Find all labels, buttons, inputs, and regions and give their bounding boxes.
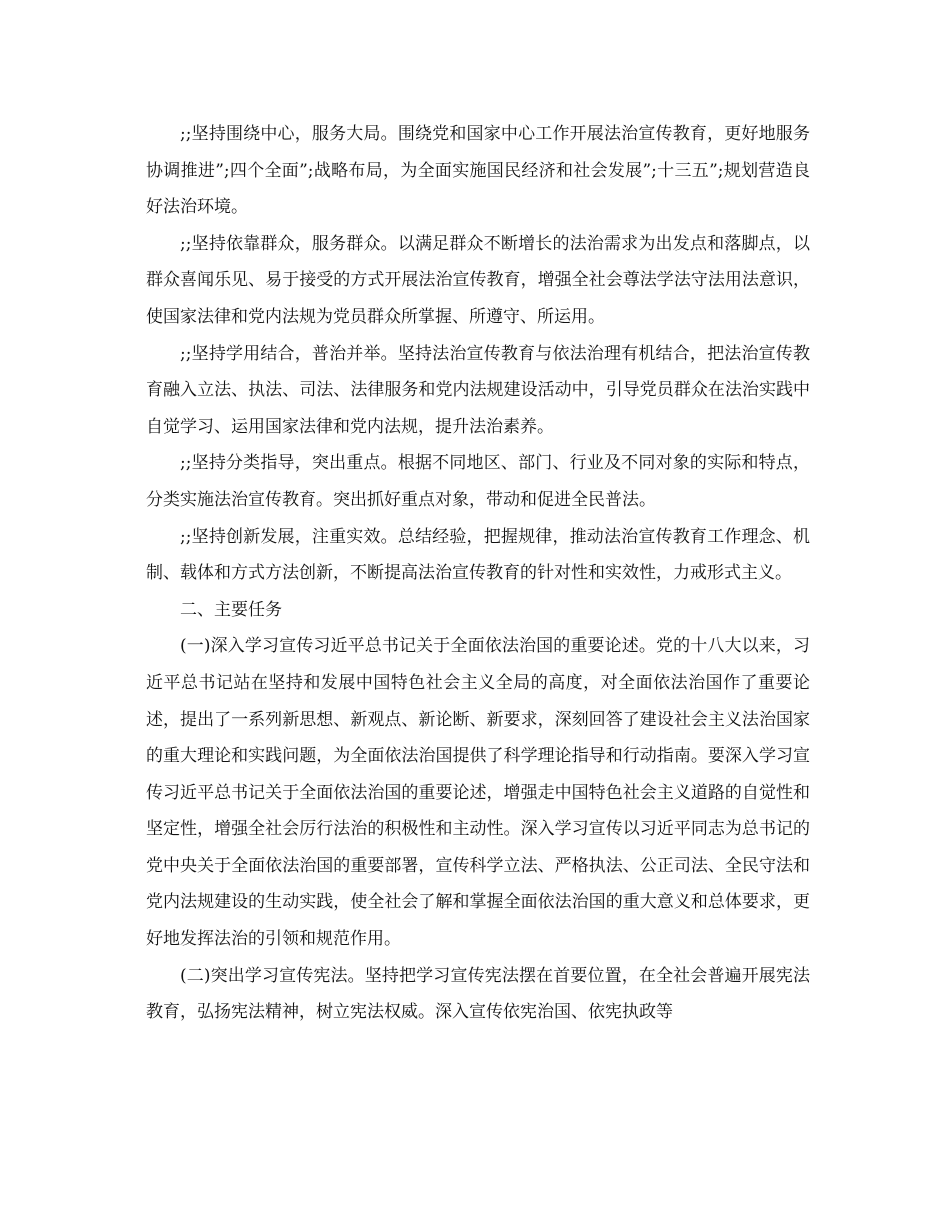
paragraph-principle-masses: ;;坚持依靠群众，服务群众。以满足群众不断增长的法治需求为出发点和落脚点，以群众喜闻乐见、易于接受的方式开展法治宣传教育，增强全社会尊法学法守法用法意识，使国家法律和党内法规为党员群众所掌握、所遵守、所运用。 xyxy=(146,233,810,327)
paragraph-task-one: (一)深入学习宣传习近平总书记关于全面依法治国的重要论述。党的十八大以来，习近平总书记站在坚持和发展中国特色社会主义全局的高度，对全面依法治国作了重要论述，提出了一系列新思想、新观点、新论断、新要求，深刻回答了建设社会主义法治国家的重大理论和实践问题，为全面依法治国提供了科学理论指导和行动指南。要深入学习宣传习近平总书记关于全面依法治国的重要论述，增强走中国特色社会主义道路的自觉性和坚定性，增强全社会厉行法治的积极性和主动性。深入学习宣传以习近平同志为总书记的党中央关于全面依法治国的重要部署，宣传科学立法、严格执法、公正司法、全民守法和党内法规建设的生动实践，使全社会了解和掌握全面依法治国的重大意义和总体要求，更好地发挥法治的引领和规范作用。 xyxy=(146,636,810,950)
paragraph-principle-center: ;;坚持围绕中心，服务大局。围绕党和国家中心工作开展法治宣传教育，更好地服务协调推进”;四个全面”;战略布局，为全面实施国民经济和社会发展”;十三五”;规划营造良好法治环境。 xyxy=(146,124,810,218)
paragraph-task-two: (二)突出学习宣传宪法。坚持把学习宣传宪法摆在首要位置，在全社会普遍开展宪法教育，弘扬宪法精神，树立宪法权威。深入宣传依宪治国、依宪执政等 xyxy=(146,965,810,1023)
paragraph-principle-innovation: ;;坚持创新发展，注重实效。总结经验，把握规律，推动法治宣传教育工作理念、机制、载体和方式方法创新，不断提高法治宣传教育的针对性和实效性，力戒形式主义。 xyxy=(146,526,810,584)
paragraph-principle-guidance: ;;坚持分类指导，突出重点。根据不同地区、部门、行业及不同对象的实际和特点，分类实施法治宣传教育。突出抓好重点对象，带动和促进全民普法。 xyxy=(146,453,810,510)
document-body xyxy=(146,116,810,1031)
paragraph-principle-study-use: ;;坚持学用结合，普治并举。坚持法治宣传教育与依法治理有机结合，把法治宣传教育融入立法、执法、司法、法律服务和党内法规建设活动中，引导党员群众在法治实践中自觉学习、运用国家法律和党内法规，提升法治素养。 xyxy=(146,343,810,437)
section-heading-main-tasks: 二、主要任务 xyxy=(180,599,282,620)
